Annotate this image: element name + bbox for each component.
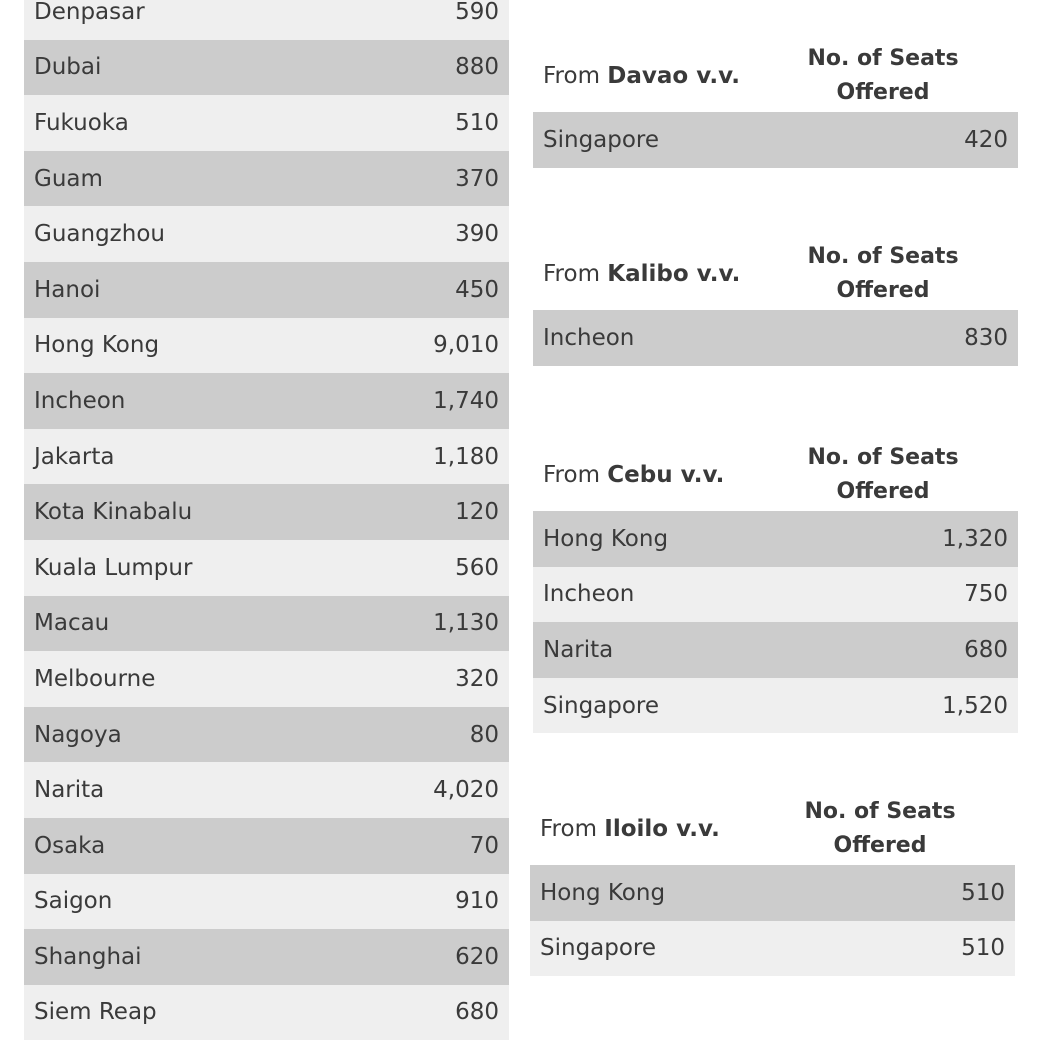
seats-column-header: [788, 240, 978, 308]
seats-value: 120: [455, 499, 499, 526]
seats-header-line2: Offered: [836, 278, 930, 303]
city-name: Hong Kong: [543, 525, 669, 552]
city-name: Hong Kong: [540, 879, 666, 906]
table-row: [533, 567, 1018, 623]
table-row: [24, 373, 509, 429]
seats-header-line1: No. of Seats: [807, 445, 959, 470]
group-header: [533, 40, 1018, 112]
city-name: Singapore: [543, 126, 660, 153]
seats-value: 680: [455, 999, 499, 1026]
table-row: [533, 310, 1018, 366]
group-header: [533, 439, 1018, 511]
seats-value: 390: [455, 221, 499, 248]
table-row: [24, 874, 509, 930]
table-row: [24, 929, 509, 985]
city-name: Macau: [34, 610, 110, 637]
table-row: [24, 985, 509, 1041]
origin-group-cebu: [533, 439, 1018, 733]
origin-title: [543, 63, 740, 89]
seats-value: 880: [455, 54, 499, 81]
city-name: Jakarta: [34, 443, 115, 470]
city-name: Melbourne: [34, 665, 156, 692]
table-row: [24, 762, 509, 818]
main-seats-table: [24, 0, 509, 1040]
city-name: Osaka: [34, 832, 106, 859]
table-row: [530, 921, 1015, 977]
city-name: Fukuoka: [34, 109, 129, 136]
table-row: [533, 511, 1018, 567]
city-name: Incheon: [34, 387, 126, 414]
table-row: [533, 622, 1018, 678]
city-name: Hanoi: [34, 276, 101, 303]
origin-title: [543, 261, 740, 287]
seats-header-line2: Offered: [836, 479, 930, 504]
origin-name: Davao v.v.: [607, 63, 740, 89]
table-row: [24, 95, 509, 151]
table-row: [24, 40, 509, 96]
table-row: [24, 429, 509, 485]
city-name: Kota Kinabalu: [34, 499, 193, 526]
table-row: [24, 0, 509, 40]
city-name: Narita: [34, 777, 105, 804]
table-row: [24, 318, 509, 374]
table-row: [533, 112, 1018, 168]
origin-name: Kalibo v.v.: [607, 261, 741, 287]
seats-column-header: [785, 795, 975, 863]
table-row: [24, 651, 509, 707]
city-name: Guam: [34, 165, 103, 192]
seats-value: 510: [961, 879, 1005, 906]
table-row: [24, 262, 509, 318]
seats-value: 1,180: [433, 443, 499, 470]
seats-column-header: [788, 441, 978, 509]
origin-name: Cebu v.v.: [607, 462, 725, 488]
table-row: [24, 151, 509, 207]
seats-header-line1: No. of Seats: [804, 799, 956, 824]
seats-column-header: [788, 42, 978, 110]
from-label: From: [543, 462, 608, 488]
seats-value: 510: [961, 935, 1005, 962]
seats-header-line2: Offered: [836, 80, 930, 105]
seats-value: 560: [455, 554, 499, 581]
city-name: Saigon: [34, 888, 113, 915]
table-row: [24, 540, 509, 596]
city-name: Incheon: [543, 324, 635, 351]
city-name: Hong Kong: [34, 332, 160, 359]
seats-value: 1,520: [942, 692, 1008, 719]
city-name: Dubai: [34, 54, 102, 81]
seats-value: 1,740: [433, 387, 499, 414]
seats-header-line1: No. of Seats: [807, 46, 959, 71]
seats-value: 750: [964, 581, 1008, 608]
seats-value: 590: [455, 0, 499, 25]
group-header: [533, 238, 1018, 310]
city-name: Siem Reap: [34, 999, 157, 1026]
city-name: Guangzhou: [34, 221, 165, 248]
table-row: [24, 596, 509, 652]
seats-value: 830: [964, 324, 1008, 351]
group-header: [530, 793, 1015, 865]
origin-title: [543, 462, 724, 488]
seats-value: 1,130: [433, 610, 499, 637]
city-name: Incheon: [543, 581, 635, 608]
city-name: Kuala Lumpur: [34, 554, 193, 581]
table-row: [24, 707, 509, 763]
seats-value: 680: [964, 636, 1008, 663]
city-name: Singapore: [540, 935, 657, 962]
seats-value: 510: [455, 109, 499, 136]
seats-value: 910: [455, 888, 499, 915]
origin-title: [540, 816, 720, 842]
seats-value: 420: [964, 126, 1008, 153]
seats-value: 370: [455, 165, 499, 192]
from-label: From: [540, 816, 605, 842]
seats-value: 9,010: [433, 332, 499, 359]
seats-value: 320: [455, 665, 499, 692]
city-name: Shanghai: [34, 943, 142, 970]
seats-value: 450: [455, 276, 499, 303]
seats-value: 4,020: [433, 777, 499, 804]
table-row: [533, 678, 1018, 734]
origin-group-kalibo: [533, 238, 1018, 366]
seats-value: 80: [469, 721, 499, 748]
city-name: Singapore: [543, 692, 660, 719]
seats-value: 70: [469, 832, 499, 859]
table-row: [24, 206, 509, 262]
city-name: Narita: [543, 636, 614, 663]
seats-value: 620: [455, 943, 499, 970]
city-name: Nagoya: [34, 721, 122, 748]
origin-group-iloilo: [530, 793, 1015, 976]
origin-name: Iloilo v.v.: [604, 816, 720, 842]
origin-group-davao: [533, 40, 1018, 168]
city-name: Denpasar: [34, 0, 145, 25]
seats-header-line2: Offered: [833, 833, 927, 858]
seats-value: 1,320: [942, 525, 1008, 552]
from-label: From: [543, 63, 608, 89]
table-row: [530, 865, 1015, 921]
table-row: [24, 818, 509, 874]
table-row: [24, 484, 509, 540]
from-label: From: [543, 261, 608, 287]
seats-header-line1: No. of Seats: [807, 244, 959, 269]
